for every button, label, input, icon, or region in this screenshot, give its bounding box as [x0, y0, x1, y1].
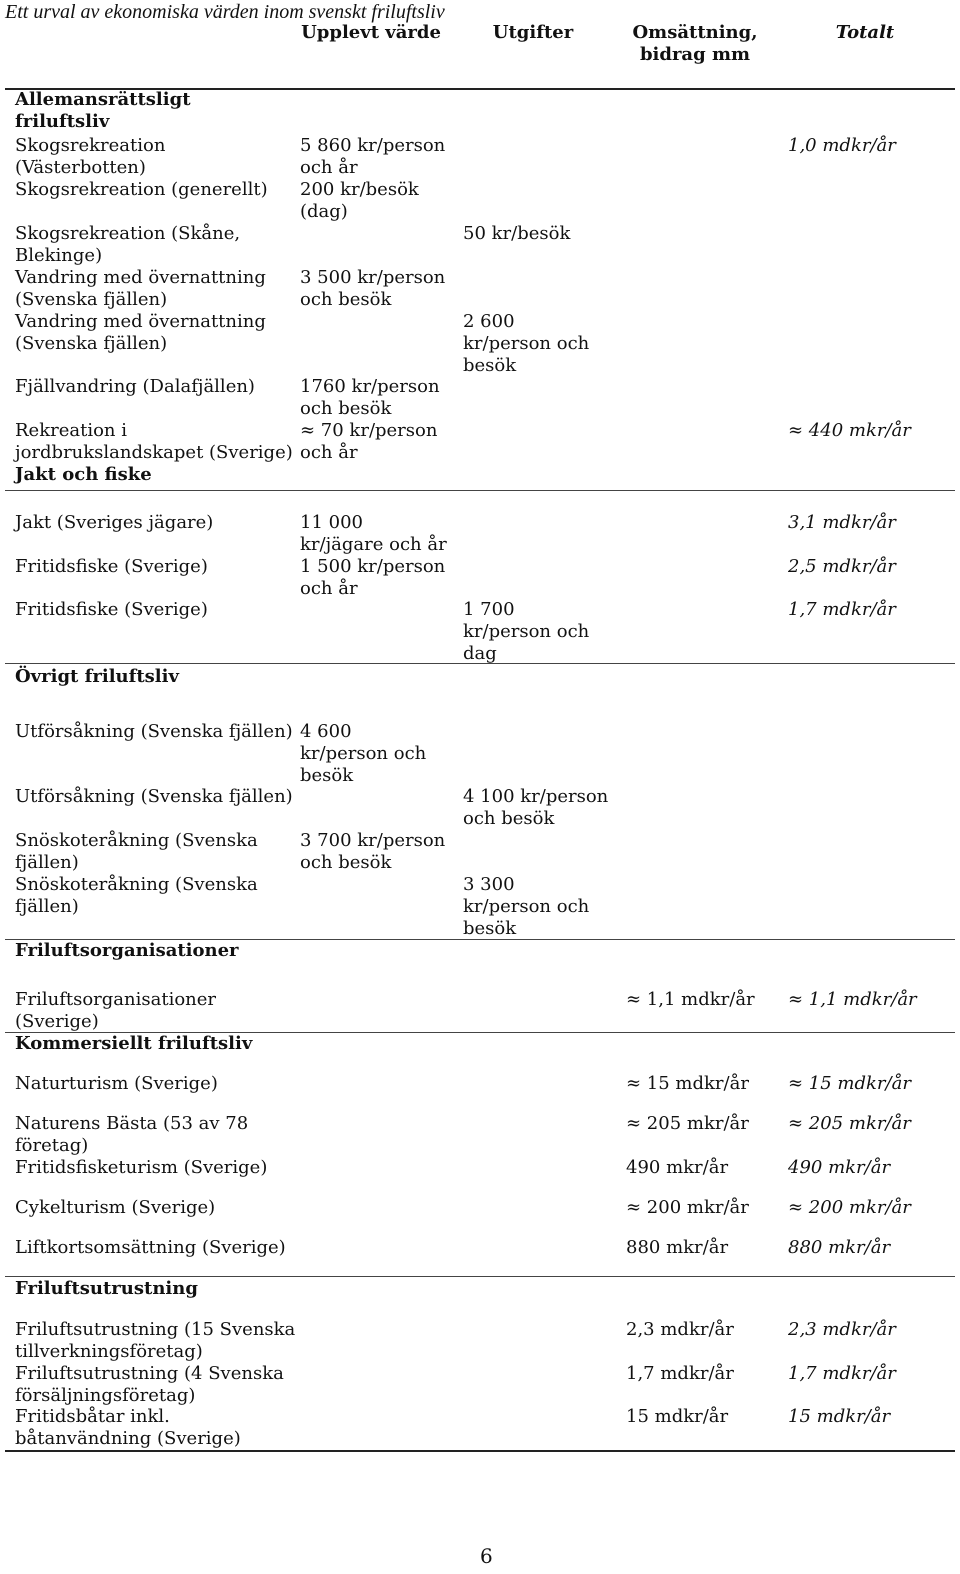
row-label: Cykelturism (Sverige)	[15, 1197, 216, 1218]
row-omsattning: ≈ 15 mdkr/år	[626, 1073, 749, 1094]
section-kommersiellt-friluftsliv: Kommersiellt friluftsliv	[15, 1033, 253, 1054]
row-label: Friluftsorganisationer (Sverige)	[15, 989, 217, 1032]
row-label: Vandring med övernattning (Svenska fjällen)	[15, 267, 266, 310]
section-jakt-och-fiske: Jakt och fiske	[15, 464, 152, 485]
row-totalt: 3,1 mdkr/år	[788, 512, 896, 533]
row-totalt: 1,7 mdkr/år	[788, 599, 896, 620]
row-upplevt: 1760 kr/person och besök	[300, 376, 440, 419]
section-rule	[5, 663, 955, 664]
row-label: Utförsåkning (Svenska fjällen)	[15, 786, 293, 807]
row-omsattning: 1,7 mdkr/år	[626, 1363, 734, 1384]
header-totalt: Totalt	[835, 22, 895, 43]
row-upplevt: 4 600 kr/person och besök	[300, 721, 427, 786]
row-label: Friluftsutrustning (4 Svenska försäljningsföretag)	[15, 1363, 284, 1406]
section-rule	[5, 1276, 955, 1277]
row-totalt: 1,0 mdkr/år	[788, 135, 896, 156]
row-label: Skogsrekreation (Skåne, Blekinge)	[15, 223, 241, 266]
row-omsattning: 490 mkr/år	[626, 1157, 729, 1178]
row-label: Liftkortsomsättning (Sverige)	[15, 1237, 286, 1258]
row-label: Jakt (Sveriges jägare)	[15, 512, 214, 533]
row-label: Fritidsfiske (Sverige)	[15, 599, 208, 620]
row-totalt: 880 mkr/år	[788, 1237, 891, 1258]
table-caption: Ett urval av ekonomiska värden inom svenskt friluftsliv	[5, 1, 445, 23]
row-label: Fritidsfiske (Sverige)	[15, 556, 208, 577]
row-totalt: ≈ 205 mkr/år	[788, 1113, 911, 1134]
row-utgifter: 50 kr/besök	[463, 223, 571, 244]
row-totalt: 2,5 mdkr/år	[788, 556, 896, 577]
row-upplevt: 5 860 kr/person och år	[300, 135, 446, 178]
row-omsattning: ≈ 200 mkr/år	[626, 1197, 749, 1218]
row-omsattning: 15 mdkr/år	[626, 1406, 729, 1427]
row-omsattning: 880 mkr/år	[626, 1237, 729, 1258]
row-label: Snöskoteråkning (Svenska fjällen)	[15, 830, 258, 873]
row-label: Fritidsbåtar inkl. båtanvändning (Sverige)	[15, 1406, 241, 1449]
row-label: Snöskoteråkning (Svenska fjällen)	[15, 874, 258, 917]
section-rule	[5, 490, 955, 491]
row-label: Vandring med övernattning (Svenska fjällen)	[15, 311, 266, 354]
header-omsattning: Omsättning, bidrag mm	[632, 22, 758, 65]
row-label: Utförsåkning (Svenska fjällen)	[15, 721, 293, 742]
row-label: Fritidsfisketurism (Sverige)	[15, 1157, 268, 1178]
row-label: Naturens Bästa (53 av 78 företag)	[15, 1113, 249, 1156]
row-upplevt: 1 500 kr/person och år	[300, 556, 446, 599]
row-totalt: 15 mdkr/år	[788, 1406, 891, 1427]
row-utgifter: 2 600 kr/person och besök	[463, 311, 590, 376]
row-label: Fjällvandring (Dalafjällen)	[15, 376, 255, 397]
row-label: Rekreation i jordbrukslandskapet (Sverige)	[15, 420, 293, 463]
section-friluftsutrustning: Friluftsutrustning	[15, 1278, 198, 1299]
row-upplevt: 200 kr/besök (dag)	[300, 179, 419, 222]
row-label: Skogsrekreation (Västerbotten)	[15, 135, 166, 178]
row-totalt: 2,3 mdkr/år	[788, 1319, 896, 1340]
row-utgifter: 1 700 kr/person och dag	[463, 599, 590, 664]
row-upplevt: ≈ 70 kr/person och år	[300, 420, 438, 463]
header-utgifter: Utgifter	[492, 22, 574, 43]
row-totalt: ≈ 440 mkr/år	[788, 420, 911, 441]
row-omsattning: 2,3 mdkr/år	[626, 1319, 734, 1340]
row-totalt: 1,7 mdkr/år	[788, 1363, 896, 1384]
row-totalt: ≈ 1,1 mdkr/år	[788, 989, 917, 1010]
section-friluftsorganisationer: Friluftsorganisationer	[15, 940, 239, 961]
row-upplevt: 11 000 kr/jägare och år	[300, 512, 447, 555]
table-bottom-rule	[5, 1450, 955, 1452]
row-label: Friluftsutrustning (15 Svenska tillverkningsföretag)	[15, 1319, 296, 1362]
row-label: Skogsrekreation (generellt)	[15, 179, 268, 200]
row-upplevt: 3 500 kr/person och besök	[300, 267, 446, 310]
row-totalt: ≈ 200 mkr/år	[788, 1197, 911, 1218]
page-number: 6	[480, 1544, 493, 1568]
row-upplevt: 3 700 kr/person och besök	[300, 830, 446, 873]
row-totalt: 490 mkr/år	[788, 1157, 891, 1178]
row-label: Naturturism (Sverige)	[15, 1073, 218, 1094]
row-utgifter: 3 300 kr/person och besök	[463, 874, 590, 939]
section-ovrigt-friluftsliv: Övrigt friluftsliv	[15, 666, 179, 687]
row-omsattning: ≈ 205 mkr/år	[626, 1113, 749, 1134]
header-upplevt-varde: Upplevt värde	[301, 22, 441, 43]
section-allemansrattsligt: Allemansrättsligt friluftsliv	[15, 89, 191, 132]
row-totalt: ≈ 15 mdkr/år	[788, 1073, 911, 1094]
row-omsattning: ≈ 1,1 mdkr/år	[626, 989, 755, 1010]
row-utgifter: 4 100 kr/person och besök	[463, 786, 609, 829]
